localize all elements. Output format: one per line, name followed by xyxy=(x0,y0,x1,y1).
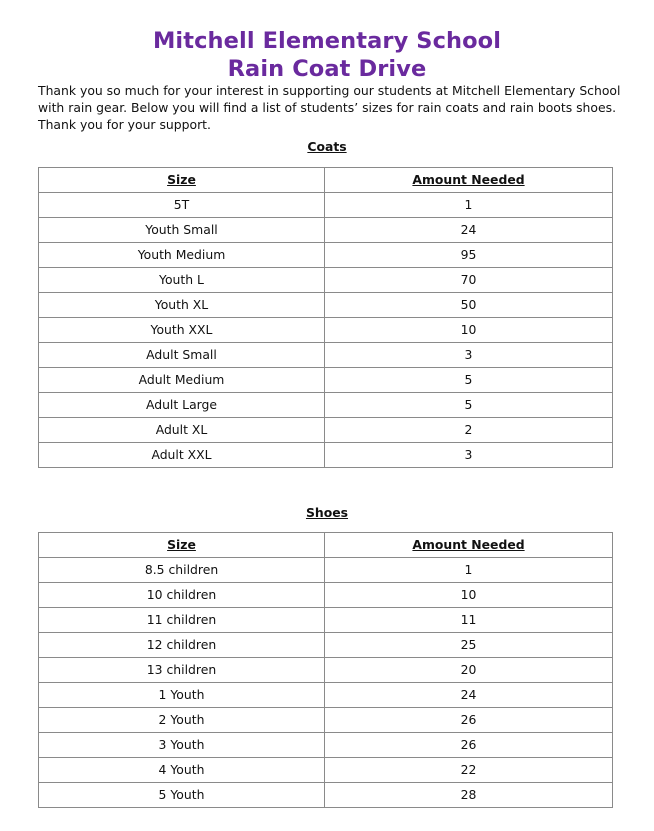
column-header-size: Size xyxy=(39,533,325,558)
size-cell: 12 children xyxy=(39,633,325,658)
size-cell: Adult Large xyxy=(39,393,325,418)
amount-cell: 28 xyxy=(325,783,613,808)
amount-cell: 3 xyxy=(325,443,613,468)
table-row xyxy=(39,633,613,658)
size-cell: Adult XXL xyxy=(39,443,325,468)
size-cell: 2 Youth xyxy=(39,708,325,733)
table-row xyxy=(39,293,613,318)
amount-cell: 95 xyxy=(325,243,613,268)
table-row xyxy=(39,418,613,443)
size-cell: 13 children xyxy=(39,658,325,683)
amount-cell: 5 xyxy=(325,393,613,418)
size-cell: 10 children xyxy=(39,583,325,608)
table-row xyxy=(39,243,613,268)
size-cell: 11 children xyxy=(39,608,325,633)
amount-cell: 3 xyxy=(325,343,613,368)
size-cell: 8.5 children xyxy=(39,558,325,583)
amount-cell: 25 xyxy=(325,633,613,658)
table-row xyxy=(39,393,613,418)
amount-cell: 70 xyxy=(325,268,613,293)
table-row xyxy=(39,558,613,583)
amount-cell: 24 xyxy=(325,218,613,243)
table-row xyxy=(39,758,613,783)
intro-paragraph: Thank you so much for your interest in supporting our students at Mitchell Elementary School with rain gear. Below you will find a list of students’ sizes for rain coats and rain boots shoes. Thank you for your support. xyxy=(38,83,621,132)
amount-cell: 5 xyxy=(325,368,613,393)
table-row xyxy=(39,608,613,633)
shoes-heading: Shoes xyxy=(305,505,349,520)
size-cell: Youth XL xyxy=(39,293,325,318)
table-row xyxy=(39,583,613,608)
shoes-table-body xyxy=(39,558,613,808)
column-header-size: Size xyxy=(39,168,325,193)
amount-cell: 50 xyxy=(325,293,613,318)
table-row xyxy=(39,783,613,808)
size-cell: 4 Youth xyxy=(39,758,325,783)
amount-cell: 22 xyxy=(325,758,613,783)
size-cell: Youth Small xyxy=(39,218,325,243)
table-header-row xyxy=(39,533,613,558)
size-cell: Youth Medium xyxy=(39,243,325,268)
size-cell: 3 Youth xyxy=(39,733,325,758)
size-cell: Youth XXL xyxy=(39,318,325,343)
table-row xyxy=(39,733,613,758)
size-cell: Adult XL xyxy=(39,418,325,443)
table-row xyxy=(39,218,613,243)
shoes-table xyxy=(38,532,613,808)
amount-cell: 1 xyxy=(325,193,613,218)
size-cell: Adult Small xyxy=(39,343,325,368)
amount-cell: 20 xyxy=(325,658,613,683)
amount-cell: 26 xyxy=(325,733,613,758)
column-header-amount: Amount Needed xyxy=(325,533,613,558)
size-cell: Youth L xyxy=(39,268,325,293)
size-cell: 5T xyxy=(39,193,325,218)
table-row xyxy=(39,683,613,708)
amount-cell: 2 xyxy=(325,418,613,443)
table-row xyxy=(39,268,613,293)
amount-cell: 26 xyxy=(325,708,613,733)
column-header-amount: Amount Needed xyxy=(325,168,613,193)
table-row xyxy=(39,708,613,733)
amount-cell: 1 xyxy=(325,558,613,583)
table-row xyxy=(39,658,613,683)
table-row xyxy=(39,443,613,468)
table-row xyxy=(39,343,613,368)
page-title: Mitchell Elementary School xyxy=(152,28,502,54)
coats-table-body xyxy=(39,193,613,468)
amount-cell: 24 xyxy=(325,683,613,708)
amount-cell: 11 xyxy=(325,608,613,633)
size-cell: Adult Medium xyxy=(39,368,325,393)
table-row xyxy=(39,318,613,343)
size-cell: 5 Youth xyxy=(39,783,325,808)
table-row xyxy=(39,368,613,393)
coats-table xyxy=(38,167,613,468)
size-cell: 1 Youth xyxy=(39,683,325,708)
table-row xyxy=(39,193,613,218)
page-subtitle: Rain Coat Drive xyxy=(227,56,427,82)
table-header-row xyxy=(39,168,613,193)
amount-cell: 10 xyxy=(325,318,613,343)
amount-cell: 10 xyxy=(325,583,613,608)
coats-heading: Coats xyxy=(307,139,347,154)
